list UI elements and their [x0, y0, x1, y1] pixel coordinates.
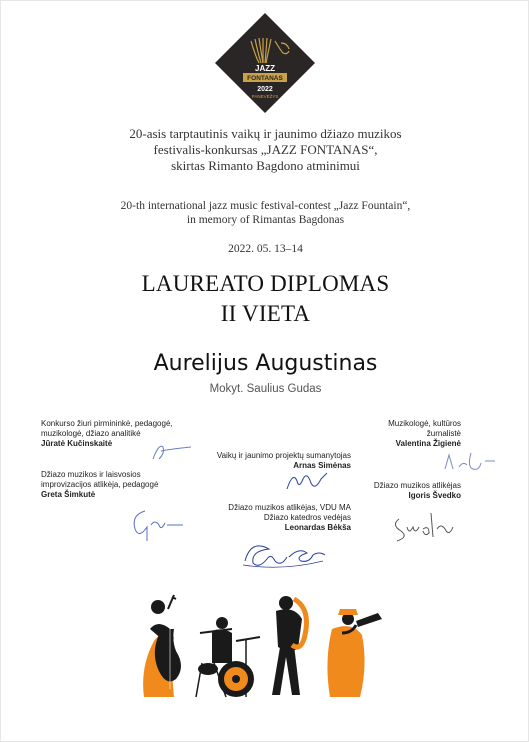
drummer-figure [196, 617, 260, 697]
intro-english [1, 199, 529, 227]
signatory-role-line2: žurnalistė [426, 429, 461, 438]
signatory-role-line1: Muzikologė, kultūros [388, 419, 461, 428]
signatory-role-line1: Džiazo muzikos atlikėjas, VDU MA [228, 503, 351, 512]
signatory-svedko [331, 481, 461, 501]
diploma-title [1, 269, 529, 329]
signatory-beksa [171, 503, 351, 533]
signatory-name: Arnas Simėnas [293, 461, 351, 470]
logo-city: PANEVĖŽYS [251, 94, 279, 99]
logo-year: 2022 [257, 86, 273, 93]
signature-svedko-scribble [389, 509, 461, 545]
intro-lt-line2: festivalis-konkursas „JAZZ FONTANAS“, [153, 142, 378, 157]
signatory-role-line1: Džiazo muzikos ir laisvosios [41, 470, 141, 479]
intro-lt-line1: 20-asis tarptautinis vaikų ir jaunimo džiazo muzikos [129, 126, 402, 141]
intro-lt-line3: skirtas Rimanto Bagdono atminimui [171, 158, 360, 173]
festival-date: 2022. 05. 13–14 [228, 243, 303, 255]
intro-en-line1: 20-th international jazz music festival-contest „Jazz Fountain“, [120, 200, 411, 212]
signatory-name: Jūratė Kučinskaitė [41, 439, 113, 448]
signatory-simkute [41, 470, 211, 500]
diploma-place: II VIETA [220, 301, 311, 326]
diploma-title-text: LAUREATO DIPLOMAS [141, 271, 390, 296]
signatory-role-line2: muzikologė, džiazo analitikė [41, 429, 141, 438]
bassist-figure [143, 595, 181, 697]
signature-simkute-scribble [125, 505, 187, 543]
signature-simenas-scribble [283, 467, 331, 495]
jazz-band-illustration [136, 589, 396, 704]
intro-lithuanian [1, 126, 529, 174]
signatory-role-line1: Vaikų ir jaunimo projektų sumanytojas [216, 451, 351, 460]
recipient-teacher: Mokyt. Saulius Gudas [209, 383, 322, 395]
signatory-name: Greta Šimkutė [41, 490, 96, 499]
signatory-role-line2: improvizacijos atlikėja, pedagogė [41, 480, 159, 489]
signature-zigiene-scribble [441, 443, 501, 477]
signatory-role-line1: Džiazo muzikos atlikėjas [373, 481, 461, 490]
signature-kucinskaite-scribble [149, 439, 199, 465]
logo-middle-word: FONTANAS [247, 75, 283, 82]
signatory-role-line1: Konkurso žiuri pirmininkė, pedagogė, [41, 419, 173, 428]
jazz-fontanas-logo [215, 13, 315, 113]
signatory-name: Leonardas Bėkša [284, 523, 351, 532]
intro-en-line2: in memory of Rimantas Bagdonas [186, 214, 345, 226]
signatory-name: Igoris Švedko [408, 491, 461, 500]
signatory-role-line2: Džiazo katedros vedėjas [263, 513, 351, 522]
recipient-name: Aurelijus Augustinas [153, 351, 378, 376]
signatory-name: Valentina Žigienė [395, 439, 461, 448]
saxophonist-figure [272, 596, 306, 695]
trumpeter-figure [327, 609, 382, 697]
logo-top-word: JAZZ [255, 64, 275, 73]
signature-beksa-scribble [239, 539, 339, 573]
